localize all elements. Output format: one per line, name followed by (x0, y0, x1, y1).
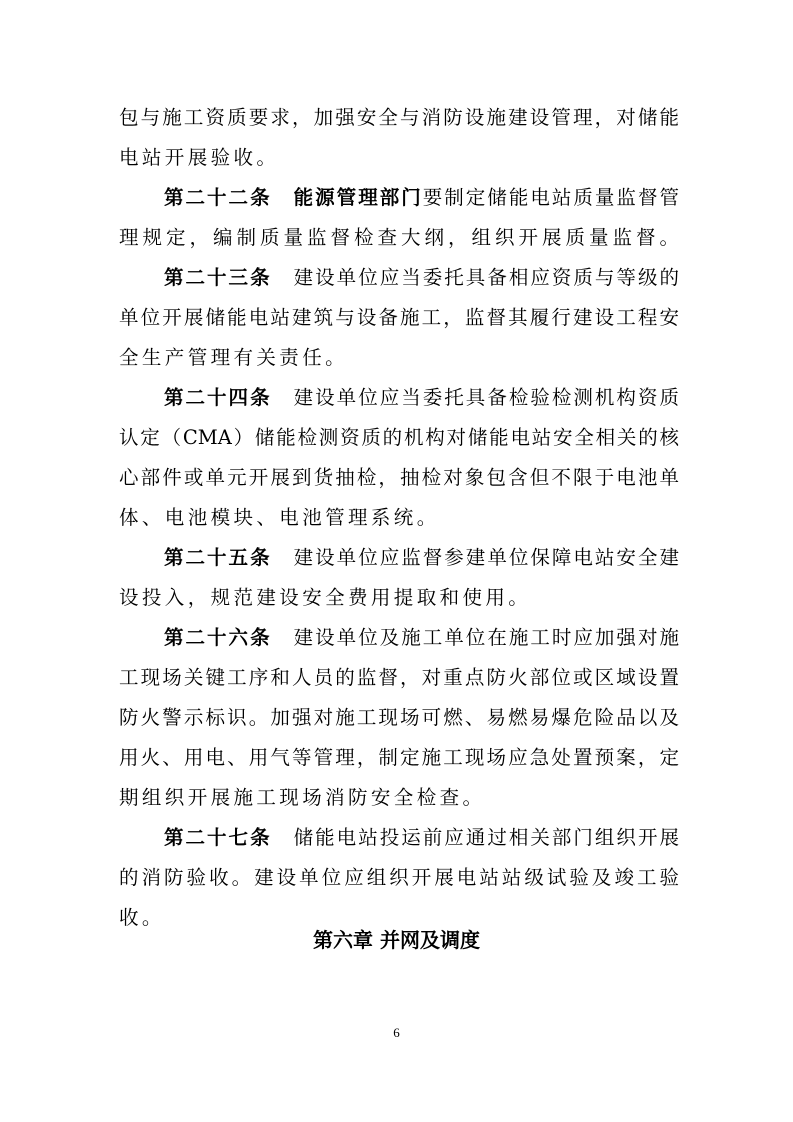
article-22-dept: 能源管理部门 (291, 186, 423, 209)
body-line: 单位开展储能电站建筑与设备施工，监督其履行建设工程安 (119, 306, 679, 329)
body-line: 设投入，规范建设安全费用提取和使用。 (119, 586, 532, 609)
body-line: 期组织开展施工现场消防安全检查。 (119, 786, 486, 809)
article-25-title: 第二十五条 (164, 546, 272, 569)
article-23-title: 第二十三条 (164, 266, 272, 289)
article-26-title: 第二十六条 (164, 626, 272, 649)
body-line: 全生产管理有关责任。 (119, 346, 349, 369)
article-23 (164, 258, 679, 298)
body-line: 防火警示标识。加强对施工现场可燃、易燃易爆危险品以及 (119, 706, 679, 729)
article-27-text: 储能电站投运前应通过相关部门组织开展 (291, 826, 679, 849)
body-line: 包与施工资质要求，加强安全与消防设施建设管理，对储能 (119, 106, 679, 129)
body-line: 体、电池模块、电池管理系统。 (119, 506, 440, 529)
article-27 (164, 818, 679, 858)
body-line: 的消防验收。建设单位应组织开展电站站级试验及竣工验 (119, 866, 679, 889)
article-25-text: 建设单位应监督参建单位保障电站安全建 (291, 546, 679, 569)
body-line: 收。 (119, 906, 165, 929)
article-26-text: 建设单位及施工单位在施工时应加强对施 (291, 626, 679, 649)
body-line: 电站开展验收。 (119, 146, 280, 169)
article-27-title: 第二十七条 (164, 826, 272, 849)
article-26 (164, 618, 679, 658)
page-number: 6 (393, 1025, 400, 1040)
article-24 (164, 378, 679, 418)
body-line: 工现场关键工序和人员的监督，对重点防火部位或区域设置 (119, 666, 679, 689)
article-23-text: 建设单位应当委托具备相应资质与等级的 (291, 266, 679, 289)
body-line: 心部件或单元开展到货抽检，抽检对象包含但不限于电池单 (119, 466, 679, 489)
article-24-text: 建设单位应当委托具备检验检测机构资质 (291, 386, 679, 409)
chapter-heading: 第六章 并网及调度 (313, 928, 480, 952)
article-22 (164, 178, 679, 218)
body-line: 理规定，编制质量监督检查大纲，组织开展质量监督。 (119, 226, 679, 249)
article-25 (164, 538, 679, 578)
article-22-title: 第二十二条 (164, 186, 272, 209)
article-22-text: 要制定储能电站质量监督管 (422, 186, 679, 209)
body-line: 认定（CMA）储能检测资质的机构对储能电站安全相关的核 (119, 426, 679, 449)
article-24-title: 第二十四条 (164, 386, 272, 409)
body-line: 用火、用电、用气等管理，制定施工现场应急处置预案，定 (119, 746, 679, 769)
